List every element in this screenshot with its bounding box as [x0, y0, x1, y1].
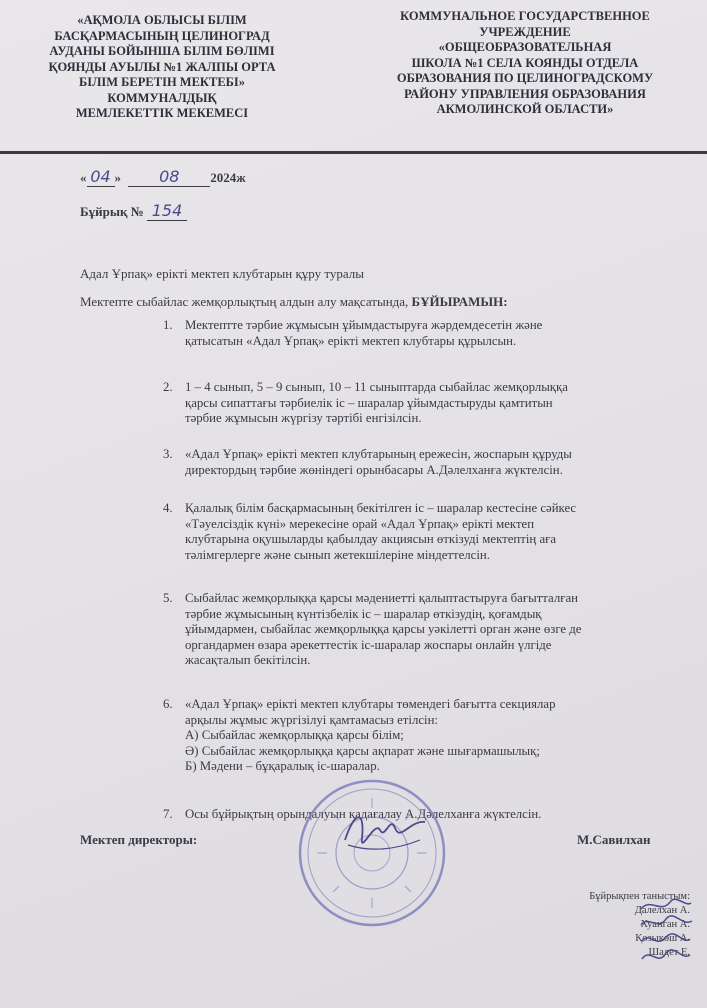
- item-line: органдармен өзара әрекеттестік іс-шаралар жоспары онлайн үлгіде: [185, 637, 552, 652]
- order-label: Бұйрық №: [80, 204, 144, 219]
- director-label: Мектеп директоры:: [80, 832, 198, 847]
- date-open-quote: «: [80, 170, 87, 185]
- ack-title: Бұйрықпен таныстым:: [589, 891, 690, 902]
- ack-name: Хуанган А.: [640, 919, 690, 930]
- item-line: «Адал Ұрпақ» ерікті мектеп клубтары төмендегі бағытта секциялар: [185, 697, 556, 711]
- item-line: Осы бұйрықтың орындалуын қадағалау А.Дәлелханға жүктелсін.: [185, 807, 542, 821]
- document-date: [80, 167, 246, 187]
- header-right-line: ОБРАЗОВАНИЯ ПО ЦЕЛИНОГРАДСКОМУ: [396, 71, 654, 85]
- item-line: А) Сыбайлас жемқорлыққа қарсы білім;: [185, 728, 404, 742]
- header-left-line: БІЛІМ БЕРЕТІН МЕКТЕБІ»: [78, 75, 246, 89]
- item-line: Сыбайлас жемқорлыққа қарсы мәдениетті қалыптастыруға бағытталған: [185, 591, 578, 605]
- item-line: «Тәуелсіздік күні» мерекесіне орай «Адал Ұрпақ» ерікті мектеп: [185, 516, 535, 531]
- date-year: 2024ж: [210, 170, 246, 185]
- header-divider: [0, 151, 707, 154]
- header-right-line: ШКОЛА №1 СЕЛА КОЯНДЫ ОТДЕЛА: [411, 55, 639, 70]
- item-line: Б) Мәдени – бұқаралық іс-шаралар.: [185, 759, 380, 773]
- item-line: «Адал Ұрпақ» ерікті мектеп клубтарының ережесін, жоспарын құруды: [185, 447, 572, 461]
- header-right-line: УЧРЕЖДЕНИЕ: [479, 24, 571, 39]
- header-left-line: «АҚМОЛА ОБЛЫСЫ БІЛІМ: [77, 13, 247, 27]
- header-right-line: КОММУНАЛЬНОЕ ГОСУДАРСТВЕННОЕ: [400, 9, 650, 23]
- order-number: 154: [147, 201, 187, 221]
- header-right-line: РАЙОНУ УПРАВЛЕНИЯ ОБРАЗОВАНИЯ: [404, 86, 646, 101]
- order-item: [163, 501, 663, 591]
- item-line: тәрбие жұмысын жүргізу тәртібі енгізілсін.: [185, 411, 422, 425]
- item-line: тәлімгерлерге және сынып жетекшілеріне міндеттелсін.: [185, 547, 490, 562]
- document-title: Адал Ұрпақ» ерікті мектеп клубтарын құру туралы: [80, 266, 364, 281]
- item-number: 3.: [163, 447, 173, 461]
- item-number: 2.: [163, 380, 173, 394]
- header-right-line: АКМОЛИНСКОЙ ОБЛАСТИ»: [436, 102, 614, 116]
- date-close-quote: »: [114, 170, 121, 185]
- item-number: 1.: [163, 318, 173, 332]
- ack-name: Далелхан А.: [634, 905, 690, 916]
- item-line: қатысатын «Адал Ұрпақ» ерікті мектеп клубтары құрылсын.: [185, 333, 517, 348]
- item-line: арқылы жұмыс жүргізілуі қамтамасыз етілсін:: [185, 712, 438, 727]
- header-left-line: КОММУНАЛДЫҚ: [107, 90, 217, 105]
- intro-text: Мектепте сыбайлас жемқорлықтың алдын алу мақсатында,: [80, 294, 412, 309]
- order-item: [163, 591, 663, 697]
- ack-name: Шадет Е.: [648, 947, 690, 958]
- header-left-kazakh: [12, 13, 312, 122]
- item-number: 6.: [163, 697, 173, 711]
- header-right-russian: [355, 9, 695, 118]
- item-line: қарсы сипаттағы тәрбиелік іс – шаралар ұйымдастыруды қамтитын: [185, 395, 553, 410]
- order-number-line: [80, 201, 187, 221]
- director-name: М.Савилхан: [577, 832, 651, 847]
- item-line: тәрбие жұмысының күнтізбелік іс – шаралар өткізудің, қоғамдық: [185, 606, 542, 621]
- item-line: жасақталып бекітілсін.: [185, 653, 311, 667]
- order-items-list: [163, 318, 663, 823]
- item-line: клубтарына оқушыларды қабылдау акциясын өткізуді мектептің аға: [185, 532, 557, 546]
- item-number: 4.: [163, 501, 173, 515]
- intro-paragraph: [80, 294, 508, 310]
- header-left-line: ҚОЯНДЫ АУЫЛЫ №1 ЖАЛПЫ ОРТА: [48, 59, 276, 74]
- item-line: 1 – 4 сынып, 5 – 9 сынып, 10 – 11 сыныптарда сыбайлас жемқорлыққа: [185, 380, 568, 394]
- date-day: 04: [87, 167, 115, 187]
- date-month: 08: [128, 167, 210, 187]
- director-signature: [340, 800, 430, 860]
- header-left-line: АУДАНЫ БОЙЫНША БІЛІМ БӨЛІМІ: [49, 44, 275, 58]
- ack-name: Қозыкөш А.: [635, 933, 690, 944]
- item-line: Ә) Сыбайлас жемқорлыққа қарсы ақпарат және шығармашылық;: [185, 743, 540, 758]
- item-line: ұйымдармен, сыбайлас жемқорлыққа қарсы уәкілетті орган және өзге де: [185, 622, 582, 636]
- item-line: Қалалық білім басқармасының бекітілген іс – шаралар кестесіне сәйкес: [185, 501, 577, 515]
- ack-signatures: [636, 895, 696, 970]
- item-number: 7.: [163, 807, 173, 821]
- item-number: 5.: [163, 591, 173, 605]
- order-item: [163, 447, 663, 501]
- header-left-line: МЕМЛЕКЕТТІК МЕКЕМЕСІ: [75, 106, 249, 120]
- item-line: Мектептте тәрбие жұмысын ұйымдастыруға жәрдемдесетін және: [185, 318, 543, 332]
- order-item: [163, 318, 663, 380]
- item-line: директордың тәрбие жөніндегі орынбасары А.Дәлелханға жүктелсін.: [185, 462, 563, 477]
- header-left-line: БАСҚАРМАСЫНЫҢ ЦЕЛИНОГРАД: [54, 28, 270, 43]
- order-item: [163, 380, 663, 447]
- header-right-line: «ОБЩЕОБРАЗОВАТЕЛЬНАЯ: [438, 40, 612, 54]
- intro-emphasis: БҰЙЫРАМЫН:: [411, 294, 508, 309]
